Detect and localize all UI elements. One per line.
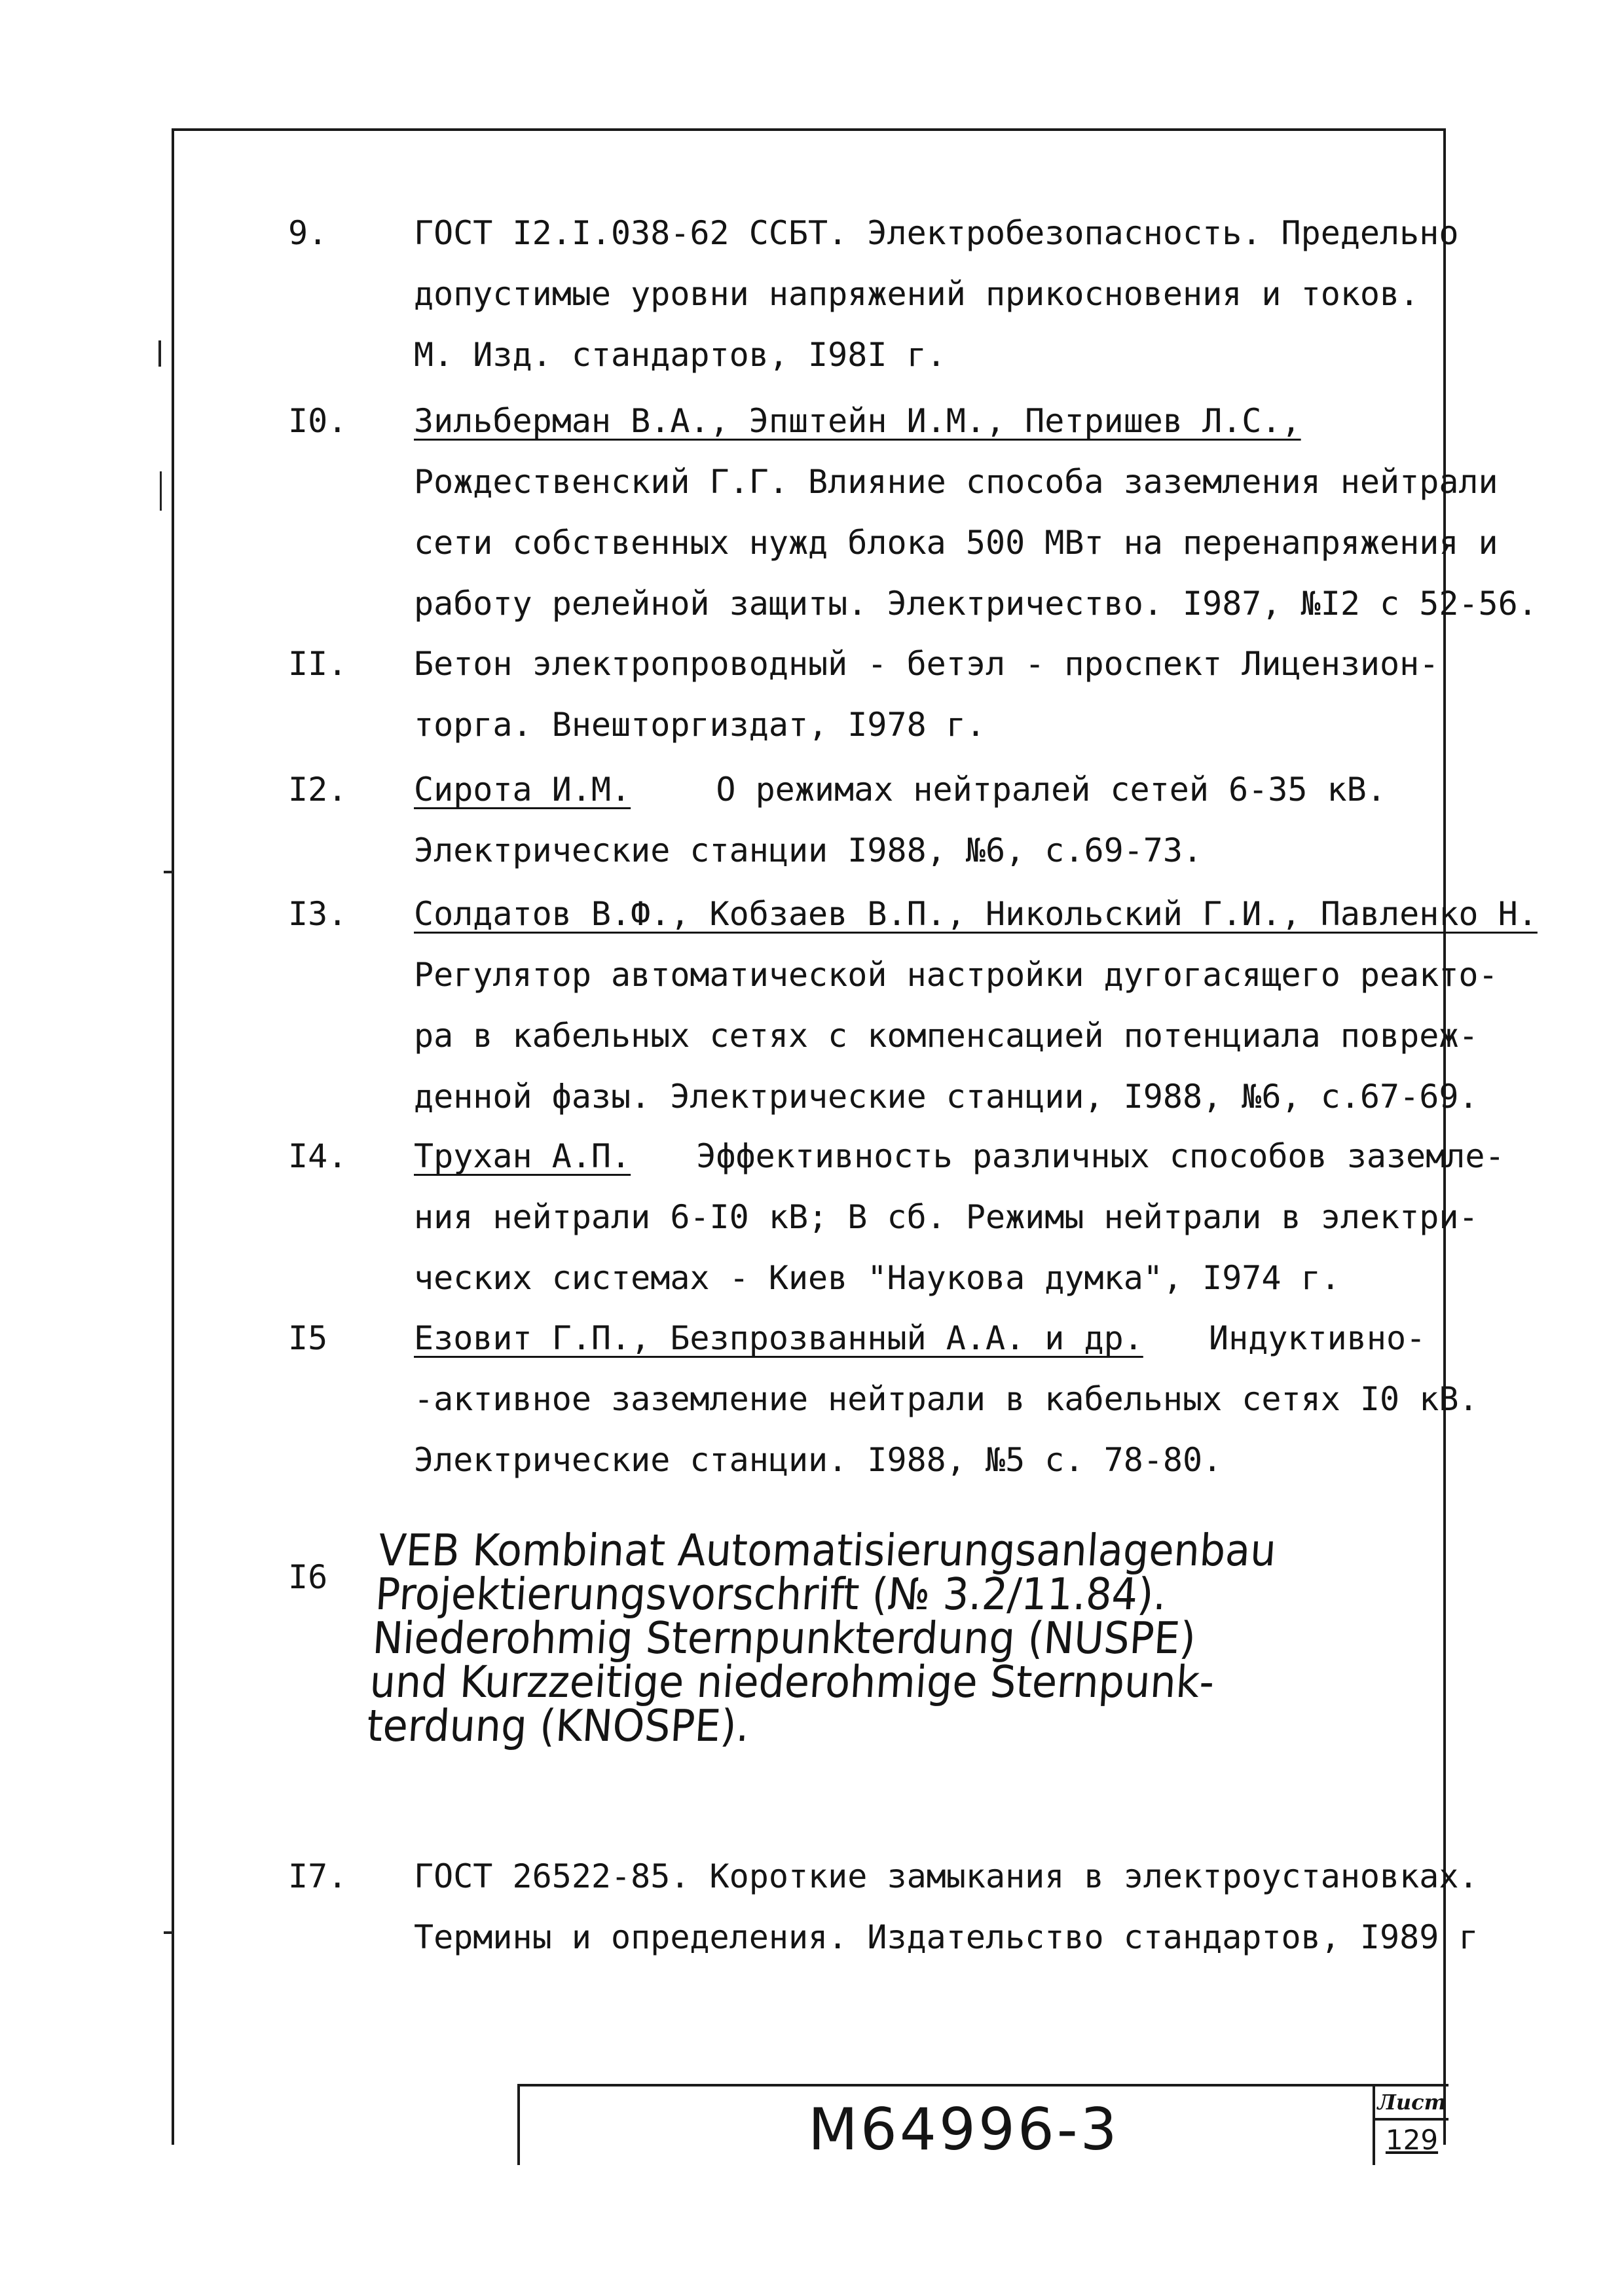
margin-mark xyxy=(160,471,162,511)
reference-text xyxy=(414,759,1449,881)
reference-number: I0. xyxy=(288,402,348,440)
reference-text xyxy=(414,391,1538,634)
sheet-label: Лист xyxy=(1375,2086,1449,2121)
reference-line: Индуктивно- xyxy=(1209,1319,1426,1357)
reference-line: О режимах нейтралей сетей 6-35 кВ. xyxy=(716,771,1386,809)
reference-number: I2. xyxy=(288,771,348,809)
reference-number: I5 xyxy=(288,1319,328,1357)
margin-mark xyxy=(164,1931,173,1934)
handwritten-line: terdung (KNOSPE). xyxy=(365,1700,751,1752)
reference-line: Термины и определения. Издательство стандартов, I989 г xyxy=(414,1918,1479,1956)
reference-line: работу релейной защиты. Электричество. I987, №I2 с 52-56. xyxy=(414,585,1538,623)
reference-line: денной фазы. Электрические станции, I988, №6, с.67-69. xyxy=(414,1078,1479,1116)
reference-line: Электрические станции. I988, №5 с. 78-80. xyxy=(414,1441,1223,1479)
document-number: М64996-3 xyxy=(808,2096,1120,2163)
reference-authors: Сирота И.М. xyxy=(414,771,631,809)
reference-line: Эффективность различных способов заземле- xyxy=(696,1137,1505,1175)
sheet-number: 129 xyxy=(1385,2124,1439,2156)
handwritten-line: Niederohmig Sternpunkterdung (NUSPE) xyxy=(371,1612,1198,1664)
reference-text xyxy=(414,1308,1479,1491)
reference-line: М. Изд. стандартов, I98I г. xyxy=(414,336,946,374)
reference-line: ния нейтрали 6-I0 кВ; В сб. Режимы нейтрали в электри- xyxy=(414,1198,1479,1236)
reference-number: 9. xyxy=(288,214,328,252)
title-block xyxy=(517,2084,1449,2165)
reference-line: Регулятор автоматической настройки дугогасящего реакто- xyxy=(414,956,1498,994)
reference-authors: Солдатов В.Ф., Кобзаев В.П., Никольский Г.И., Павленко Н. xyxy=(414,895,1538,933)
reference-authors: Трухан А.П. xyxy=(414,1137,631,1175)
reference-line: Электрические станции I988, №6, с.69-73. xyxy=(414,831,1203,869)
reference-line: ческих системах - Киев "Наукова думка", I974 г. xyxy=(414,1259,1340,1297)
reference-text xyxy=(414,1846,1479,1968)
reference-line: торга. Внешторгиздат, I978 г. xyxy=(414,706,986,744)
reference-text xyxy=(414,884,1538,1127)
reference-first-line xyxy=(414,759,1449,820)
reference-authors: Езовит Г.П., Безпрозванный А.А. и др. xyxy=(414,1319,1143,1357)
reference-line: сети собственных нужд блока 500 МВт на перенапряжения и xyxy=(414,524,1498,562)
reference-line: Рождественский Г.Г. Влияние способа заземления нейтрали xyxy=(414,463,1498,501)
reference-number: I7. xyxy=(288,1857,348,1895)
reference-text xyxy=(414,634,1449,756)
handwritten-reference xyxy=(365,1524,1428,1752)
reference-line: допустимые уровни напряжений прикосновения и токов. xyxy=(414,275,1420,313)
reference-text xyxy=(414,203,1459,386)
reference-line: ра в кабельных сетях с компенсацией потенциала повреж- xyxy=(414,1017,1479,1055)
handwritten-line: VEB Kombinat Automatisierungsanlagenbau xyxy=(377,1524,1278,1576)
handwritten-line: und Kurzzeitige niederohmige Sternpunk- xyxy=(368,1656,1216,1708)
reference-number: I4. xyxy=(288,1137,348,1175)
handwritten-line: Projektierungsvorschrift (№ 3.2/11.84). xyxy=(373,1568,1168,1620)
reference-line: ГОСТ I2.I.038-62 ССБТ. Электробезопасность. Предельно xyxy=(414,214,1459,252)
margin-mark xyxy=(164,871,173,873)
reference-line: -активное заземление нейтрали в кабельных сетях I0 кВ. xyxy=(414,1380,1479,1418)
reference-first-line xyxy=(414,1308,1449,1369)
sheet-box xyxy=(1373,2086,1449,2165)
reference-number: II. xyxy=(288,645,348,683)
reference-number: I6 xyxy=(288,1558,328,1596)
reference-authors: Зильберман В.А., Эпштейн И.М., Петришев Л.С., xyxy=(414,402,1301,440)
reference-number: I3. xyxy=(288,895,348,933)
margin-mark xyxy=(158,340,161,367)
reference-first-line xyxy=(414,1126,1505,1187)
reference-text xyxy=(414,1126,1505,1309)
reference-line: ГОСТ 26522-85. Короткие замыкания в электроустановках. xyxy=(414,1857,1479,1895)
reference-line: Бетон электропроводный - бетэл - проспект Лицензион- xyxy=(414,645,1439,683)
